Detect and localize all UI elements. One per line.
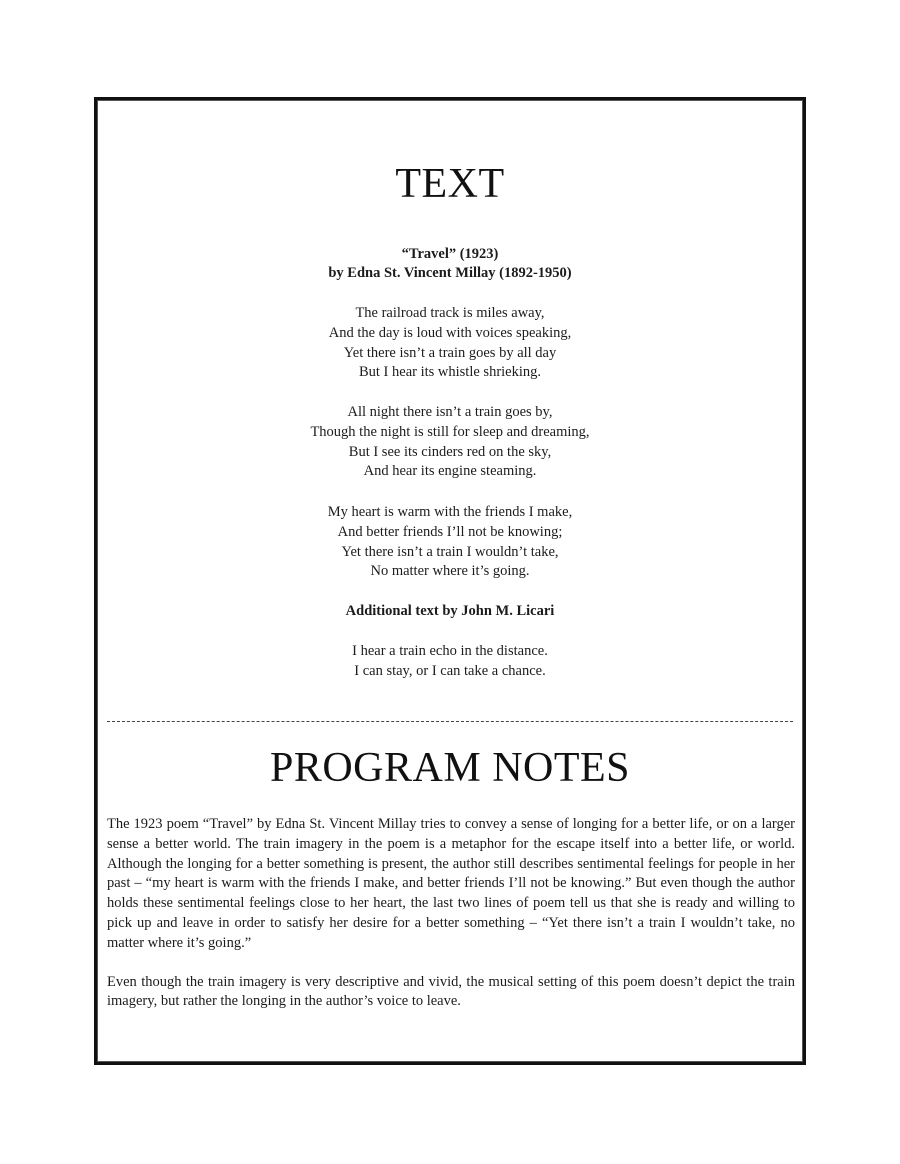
poem-line: I can stay, or I can take a chance. <box>354 662 546 679</box>
poem-line: And the day is loud with voices speaking, <box>328 324 572 341</box>
additional-stanza <box>97 642 803 682</box>
section-divider <box>107 721 793 722</box>
poem-heading <box>97 245 803 283</box>
poem-line: Yet there isn’t a train goes by all day <box>343 344 557 361</box>
program-notes-body <box>107 815 795 1031</box>
poem-line: And better friends I’ll not be knowing; <box>337 523 563 540</box>
poem-line: The railroad track is miles away, <box>355 305 545 321</box>
poem-line: And hear its engine steaming. <box>363 463 537 480</box>
poem-author: by Edna St. Vincent Millay (1892-1950) <box>328 265 572 281</box>
poem-stanza-2 <box>97 403 803 482</box>
poem-stanza-3 <box>97 503 803 582</box>
notes-paragraph: Even though the train imagery is very descriptive and vivid, the musical setting of this poem doesn’t depict the train imagery, but rather the longing in the author’s voice to leave. <box>107 973 795 1010</box>
additional-text-heading: Additional text by John M. Licari <box>345 603 555 619</box>
poem-line: My heart is warm with the friends I make, <box>327 504 573 520</box>
poem-line: But I hear its whistle shrieking. <box>358 364 542 381</box>
poem-line: But I see its cinders red on the sky, <box>348 443 552 460</box>
poem-line: Though the night is still for sleep and dreaming, <box>310 423 590 440</box>
page-frame <box>94 97 806 1065</box>
poem-title: “Travel” (1923) <box>401 246 499 262</box>
poem-stanza-1 <box>97 304 803 383</box>
poem-line: No matter where it’s going. <box>370 563 530 580</box>
poem-line: I hear a train echo in the distance. <box>352 643 548 659</box>
poem-line: Yet there isn’t a train I wouldn’t take, <box>341 543 559 560</box>
text-section-title: TEXT <box>395 161 505 207</box>
notes-paragraph: The 1923 poem “Travel” by Edna St. Vincent Millay tries to convey a sense of longing for a better life, or on a larger sense a better world. The train imagery in the poem is a metaphor for the escape itself into a better life, or world. Although the longing for a better something is present, the author still describes sentimental feelings for people in her past – “my heart is warm with the friends I make, and better friends I’ll not be knowing.” But even though the author holds these sentimental feelings close to her heart, the last two lines of poem tell us that she is ready and willing to pick up and leave in order to satisfy her desire for a better something – “Yet there isn’t a train I wouldn’t take, no matter where it’s going.” <box>107 816 795 951</box>
poem-line: All night there isn’t a train goes by, <box>347 404 553 420</box>
program-notes-title: PROGRAM NOTES <box>269 745 631 791</box>
